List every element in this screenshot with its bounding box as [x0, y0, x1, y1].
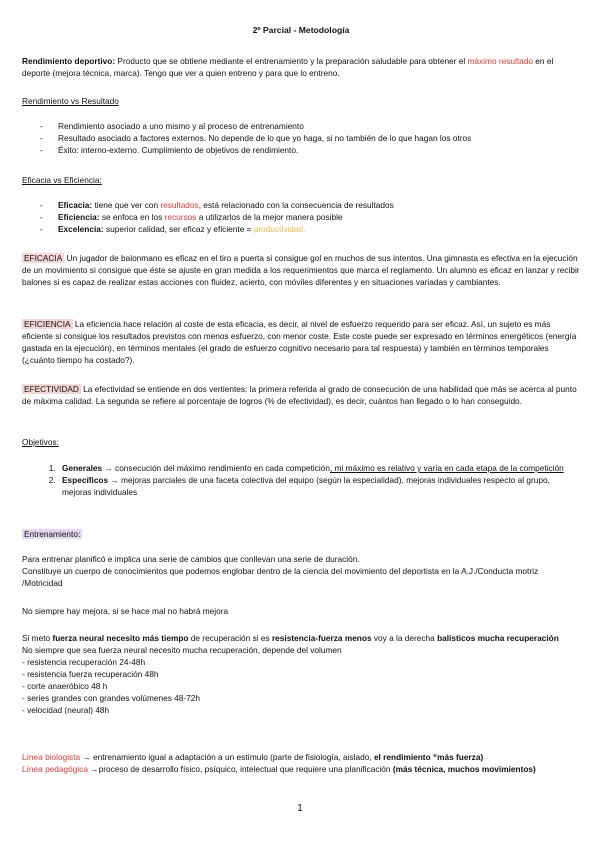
entrenamiento-paragraph-3: Si meto fuerza neural necesito más tiempo de recuperación si es resistencia-fuerza menos voy a la derecha balísticos mucha recuperación No siempre que sea fuerza neural necesito mucha recuperación, depende del volumen - resistencia recuperación 24-48h - resistencia fuerza recuperación 48h - corte anaeróbico 48 h - series grandes con grandes volúmenes 48-72h - velocidad (neural) 48h [22, 632, 580, 716]
list-item: - corte anaeróbico 48 h [22, 681, 108, 691]
entrenamiento-paragraph-2: No siempre hay mejora, si se hace mal no habrá mejora [22, 606, 229, 616]
list-item: - Éxito: interno-externo. Cumplimiento de objetivos de rendimiento. [40, 144, 580, 156]
page-number: 1 [297, 803, 303, 814]
list-item: - Rendimiento asociado a uno mismo y al proceso de entrenamiento [40, 120, 580, 132]
eficacia-paragraph: EFICACIA Un jugador de balonmano es eficaz en el tiro a puerta si consigue gol en muchos de sus intentos. Una gimnasta es efectiva en la ejecución de un movimiento si consigue que éste se ajuste en gran medida a los requerimientos que marca el reglamento. Un alumno es eficaz en lanzar y recibir balones si es capaz de realizar estas acciones con fluidez, acierto, con móviles diferentes y en situaciones variadas y cambiantes. [22, 253, 580, 287]
list-item: - velocidad (neural) 48h [22, 705, 110, 715]
list-item: 1. Generales → consecución del máximo rendimiento en cada competición, mi máximo es relativo y varía en cada etapa de la competición [58, 462, 580, 474]
page-title: 2º Parcial - Metodología [252, 25, 350, 35]
entrenamiento-heading: Entrenamiento: [24, 529, 81, 539]
efectividad-paragraph: EFECTIVIDAD La efectividad se entiende en dos vertientes: la primera referida al grado de consecución de una habilidad que más se acerca al punto de máxima calidad. La segunda se refiere al porcentaje de logros (% de efectividad), es decir, cuántos han llegado o lo han conseguido. [22, 384, 577, 406]
rendimiento-label: Rendimiento deportivo: [22, 56, 116, 66]
objetivos-list [22, 462, 580, 498]
list-item: - series grandes con grandes volúmenes 48-72h [22, 693, 201, 703]
rvr-list [22, 120, 580, 156]
list-item: - resistencia recuperación 24-48h [22, 657, 146, 667]
entrenamiento-heading-row [22, 528, 580, 540]
eficiencia-paragraph: EFICIENCIA La eficiencia hace relación al coste de esta eficacia, es decir, al nivel de esfuerzo requerido para ser eficaz. Así, un sujeto es más eficiente si consigue los resultados previstos con menos esfuerzo, con menor coste. Este coste puede ser expresado en términos energéticos (energía gastada en la ejecución), en términos mentales (el grado de esfuerzo cognitivo necesario para tal respuesta) y también en términos temporales (¿cuánto tiempo ha costado?). [22, 319, 577, 365]
eve-list [22, 199, 580, 235]
eve-heading: Eficacia vs Eficiencia: [22, 175, 102, 185]
list-item: - Eficacia: tiene que ver con resultados, está relacionado con la consecuencia de resultados [40, 199, 580, 211]
linea-biologista: Línea biologista → entrenamiento igual a adaptación a un estímulo (parte de fisiología, aislado, el rendimiento “más fuerza) [22, 752, 484, 762]
list-item: - Eficiencia: se enfoca en los recursos a utilizarlos de la mejor manera posible [40, 211, 580, 223]
eficacia-tag: EFICACIA [24, 253, 63, 263]
efectividad-tag: EFECTIVIDAD [24, 384, 79, 394]
list-item: - Excelencia: superior calidad, ser eficaz y eficiente = productividad. [40, 223, 580, 235]
rvr-heading: Rendimiento vs Resultado [22, 96, 119, 106]
list-item: - resistencia fuerza recuperación 48h [22, 669, 159, 679]
rendimiento-paragraph: Rendimiento deportivo: Producto que se obtiene mediante el entrenamiento y la preparación saludable para obtener el máximo resultado en el deporte (mejora técnica, marca). Tengo que ver a quien entreno y para que lo entreno. [22, 56, 554, 78]
linea-pedagogica: Línea pedagógica →proceso de desarrollo físico, psíquico, intelectual que requiere una planificación (más técnica, muchos movimientos) [22, 764, 536, 774]
eficiencia-tag: EFICIENCIA [24, 319, 71, 329]
maximo-resultado-highlight: máximo resultado [467, 56, 533, 66]
list-item: - Resultado asociado a factores externos. No depende de lo que yo haga, si no también de lo que hagan los otros [40, 132, 580, 144]
lineas-paragraph [22, 751, 580, 775]
entrenamiento-paragraph-1: Para entrenar planificó e implica una serie de cambios que conllevan una serie de duración. Constituye un cuerpo de conocimientos que podemos englobar dentro de la ciencia del movimiento del deportista en la A.J./Conducta motriz /Motricidad [22, 554, 539, 588]
list-item: 2. Específicos → mejoras parciales de una faceta colectiva del equipo (según la especialidad), mejoras individuales respecto al grupo, mejoras individuales [58, 474, 580, 498]
objetivos-heading: Objetivos: [22, 437, 59, 447]
